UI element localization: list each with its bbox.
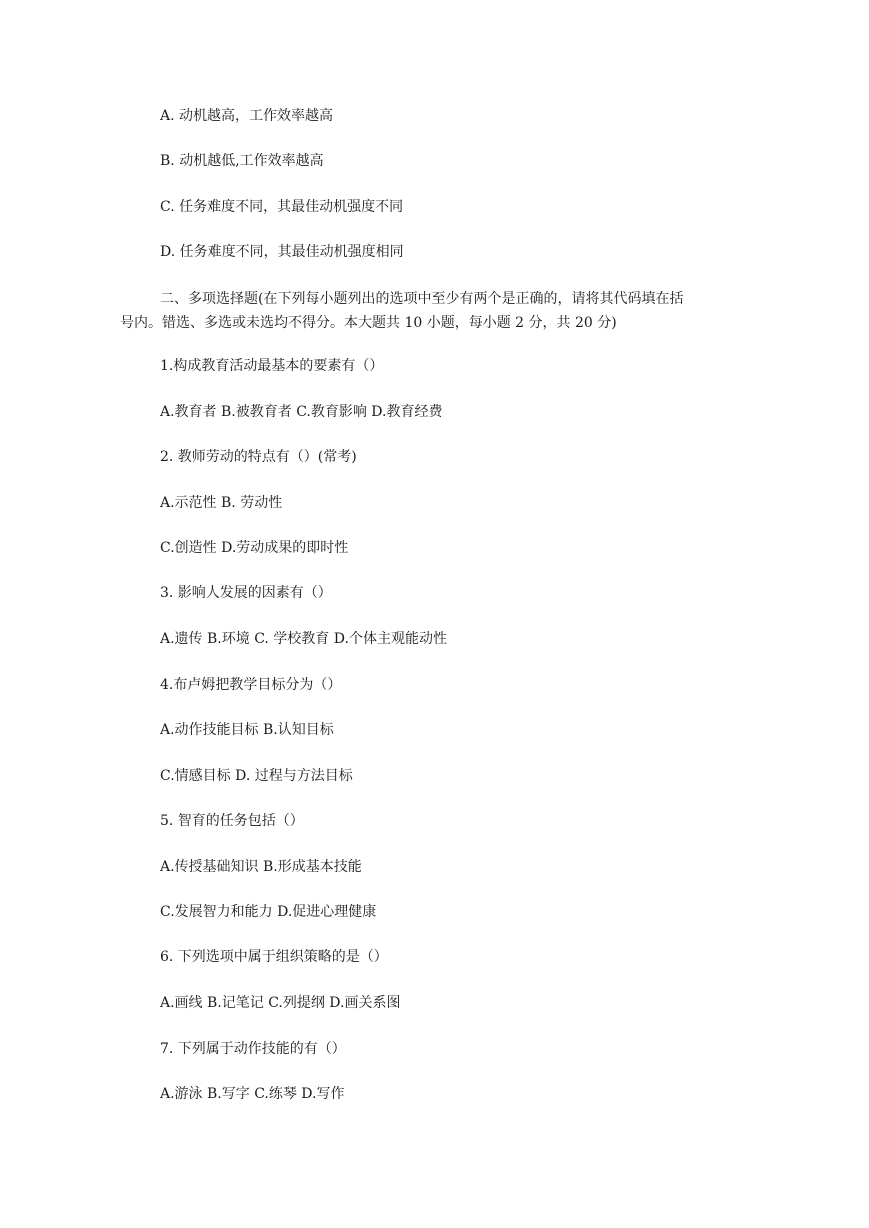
question-4-options-2: C.情感目标 D. 过程与方法目标	[160, 768, 353, 784]
question-6-options: A.画线 B.记笔记 C.列提纲 D.画关系图	[160, 995, 401, 1011]
question-5-options-1: A.传授基础知识 B.形成基本技能	[160, 859, 362, 875]
question-2-options-2: C.创造性 D.劳动成果的即时性	[160, 540, 349, 556]
question-3: 3. 影响人发展的因素有（）	[160, 585, 332, 601]
option-b-line: B. 动机越低,工作效率越高	[160, 153, 324, 169]
question-4-options-1: A.动作技能目标 B.认知目标	[160, 722, 334, 738]
option-a-line: A. 动机越高，工作效率越高	[160, 108, 334, 124]
question-4: 4.布卢姆把教学目标分为（）	[160, 677, 342, 693]
question-6: 6. 下列选项中属于组织策略的是（）	[160, 949, 388, 965]
question-7: 7. 下列属于动作技能的有（）	[160, 1041, 346, 1057]
question-2-options-1: A.示范性 B. 劳动性	[160, 495, 283, 511]
question-3-options: A.遗传 B.环境 C. 学校教育 D.个体主观能动性	[160, 631, 447, 647]
section-heading-line-1: 二、多项选择题(在下列每小题列出的选项中至少有两个是正确的，请将其代码填在括	[160, 291, 684, 307]
option-d-line: D. 任务难度不同，其最佳动机强度相同	[160, 244, 404, 260]
question-1: 1.构成教育活动最基本的要素有（）	[160, 358, 384, 374]
section-heading-line-2: 号内。错选、多选或未选均不得分。本大题共 10 小题，每小题 2 分，共 20 分)	[120, 315, 617, 331]
question-1-options: A.教育者 B.被教育者 C.教育影响 D.教育经费	[160, 404, 443, 420]
question-7-options: A.游泳 B.写字 C.练琴 D.写作	[160, 1086, 345, 1102]
question-2: 2. 教师劳动的特点有（）(常考)	[160, 449, 357, 465]
question-5-options-2: C.发展智力和能力 D.促进心理健康	[160, 904, 377, 920]
question-5: 5. 智育的任务包括（）	[160, 813, 304, 829]
option-c-line: C. 任务难度不同，其最佳动机强度不同	[160, 199, 404, 215]
